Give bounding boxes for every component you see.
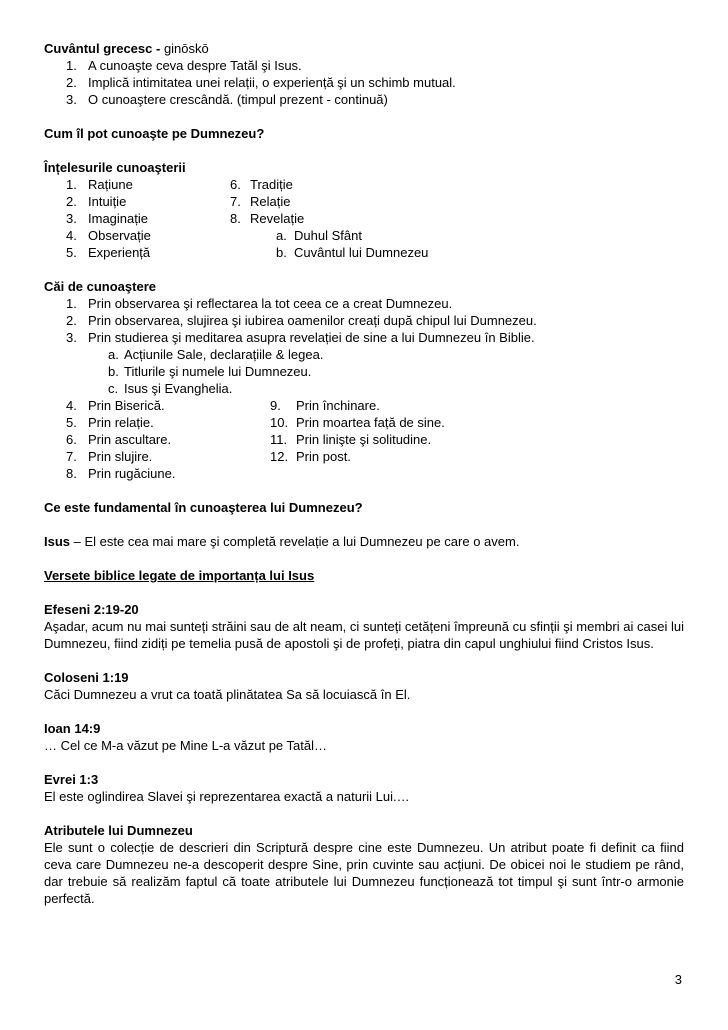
list-item: 2. Implică intimitatea unei relații, o experiență şi un schimb mutual. [66,75,456,90]
list-item: 6. Prin ascultare. 11. Prin linişte şi solitudine. [66,432,432,447]
list-item: 5. Experiență b. Cuvântul lui Dumnezeu [66,245,429,260]
verse-block [44,669,684,703]
verse-text: … Cel ce M-a văzut pe Mine L-a văzut pe Tatăl… [44,738,327,753]
attributes-heading: Atributele lui Dumnezeu [44,823,193,838]
list-item: 1. Rațiune 6. Tradiție [66,177,293,192]
list-item: 5. Prin relație. 10. Prin moartea față de sine. [66,415,445,430]
list-item: 4. Prin Biserică. 9. Prin închinare. [66,398,380,413]
verse-block [44,601,684,652]
list-item: 1. A cunoaşte ceva despre Tatăl şi Isus. [66,58,302,73]
list-item: 2. Prin observarea, slujirea şi iubirea oamenilor creați după chipul lui Dumnezeu. [66,313,537,328]
attributes-block [44,822,684,907]
verses-heading: Versete biblice legate de importanța lui Isus [44,568,315,583]
list-item: 3. Prin studierea şi meditarea asupra revelației de sine a lui Dumnezeu în Biblie. [66,330,535,345]
ways-list [44,295,684,346]
list-item: 3. O cunoaştere crescândă. (timpul prezent - continuă) [66,92,388,107]
list-item: a. Acțiunile Sale, declarațiile & legea. [108,347,324,362]
question-heading: Cum îl pot cunoaşte pe Dumnezeu? [44,126,265,141]
ways-heading: Căi de cunoaştere [44,279,156,294]
list-item: c. Isus şi Evanghelia. [108,381,233,396]
ways-list-columns [44,397,684,482]
isus-statement: Isus – El este cea mai mare şi completă revelație a lui Dumnezeu pe care o avem. [44,534,520,549]
list-item: 7. Prin slujire. 12. Prin post. [66,449,351,464]
list-item: 1. Prin observarea şi reflectarea la tot ceea ce a creat Dumnezeu. [66,296,453,311]
greek-list [44,57,684,108]
verse-text: El este oglindirea Slavei şi reprezentarea exactă a naturii Lui.… [44,789,410,804]
attributes-text: Ele sunt o colecție de descrieri din Scriptură despre cine este Dumnezeu. Un atribut poate fi definit ca fiind ceva care Dumnezeu ne-a descoperit despre Sine, prin cuvinte sau acțiuni. De obicei noi le studiem pe rând, dar trebuie să realizăm faptul că toate atributele lui Dumnezeu funcționează tot timpul şi sunt într-o armonie perfectă. [44,840,684,906]
list-item: b. Titlurile şi numele lui Dumnezeu. [108,364,312,379]
verse-reference: Evrei 1:3 [44,772,99,787]
verse-block [44,720,684,754]
fundamental-heading: Ce este fundamental în cunoaşterea lui Dumnezeu? [44,500,363,515]
verse-reference: Coloseni 1:19 [44,670,129,685]
page-number: 3 [674,972,682,987]
greek-word: ginōskō [163,41,209,56]
verse-text: Aşadar, acum nu mai sunteți străini sau de alt neam, ci sunteți cetățeni împreună cu sfinții şi membri ai casei lui Dumnezeu, fiind zidiți pe temelia pusă de apostoli şi de profeți, piatra din capul unghiului fiind Cristos Isus. [44,619,684,651]
ways-sublist [44,346,684,397]
verse-reference: Ioan 14:9 [44,721,101,736]
verse-block [44,771,684,805]
meanings-list [44,176,684,261]
greek-heading: Cuvântul grecesc - ginōskō [44,41,209,56]
document-page [44,40,684,907]
meanings-heading: Înțelesurile cunoaşterii [44,160,186,175]
list-item: 3. Imaginație 8. Revelație [66,211,305,226]
list-item: 2. Intuiție 7. Relație [66,194,291,209]
verse-reference: Efeseni 2:19-20 [44,602,139,617]
verse-text: Căci Dumnezeu a vrut ca toată plinătatea Sa să locuiască în El. [44,687,411,702]
list-item: 4. Observație a. Duhul Sfânt [66,228,362,243]
list-item: 8. Prin rugăciune. [66,466,176,481]
